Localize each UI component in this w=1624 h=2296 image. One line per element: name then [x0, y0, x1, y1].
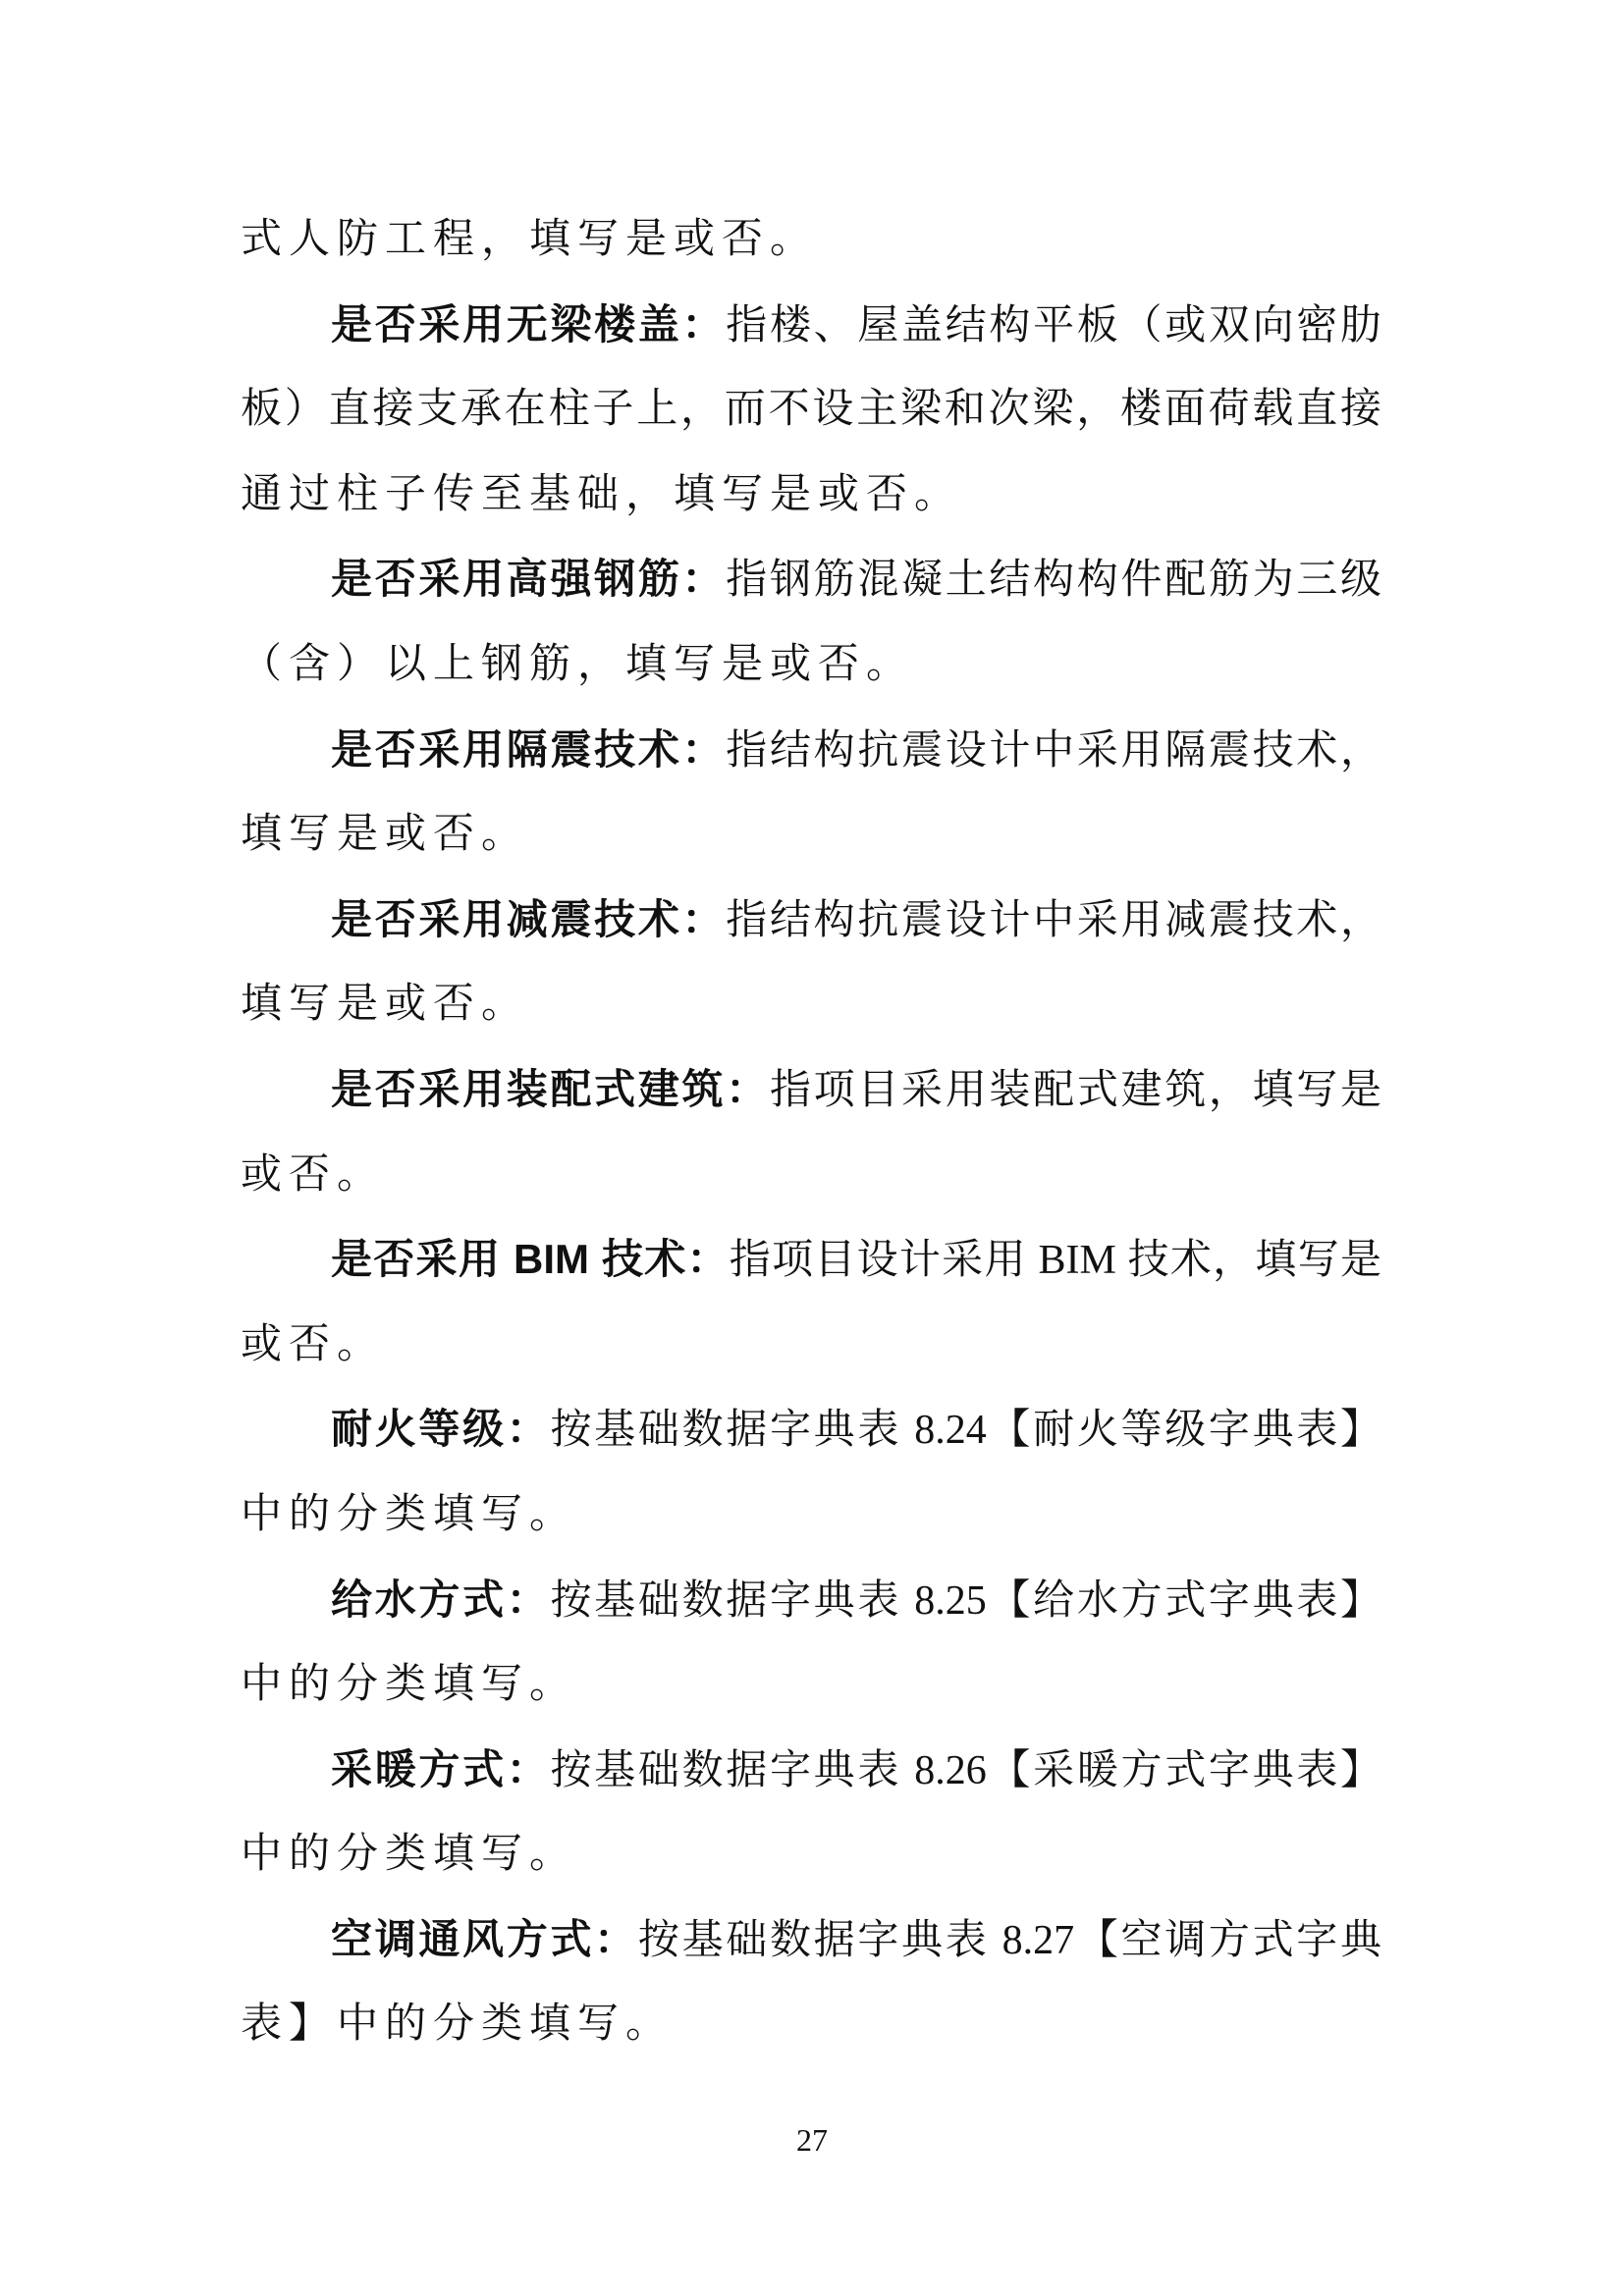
text-line: [241, 1728, 1381, 1813]
page-number: 27: [796, 2122, 828, 2158]
line-text: 中的分类填写。: [241, 1662, 578, 1708]
text-line: [241, 537, 1381, 622]
text-line: [241, 622, 1381, 708]
line-text: 中的分类填写。: [241, 1491, 578, 1537]
term-label: 是否采用 BIM 技术：: [331, 1236, 730, 1283]
term-label: 是否采用无梁楼盖：: [331, 300, 727, 347]
line-text: 或否。: [241, 1321, 386, 1367]
text-line: [241, 1133, 1381, 1218]
line-text: 按基础数据字典表 8.25【给水方式字典表】: [550, 1577, 1381, 1624]
document-text-block: [241, 197, 1381, 2067]
text-line: [241, 1387, 1381, 1472]
line-text: 表】中的分类填写。: [241, 2002, 675, 2048]
line-text: 按基础数据字典表 8.27【空调方式字典: [637, 1917, 1381, 1963]
text-line: [241, 1558, 1381, 1643]
text-line: [241, 1047, 1381, 1133]
line-text: 按基础数据字典表 8.24【耐火等级字典表】: [550, 1408, 1381, 1454]
text-line: [241, 708, 1381, 793]
term-label: 采暖方式：: [331, 1745, 551, 1792]
text-line: [241, 962, 1381, 1047]
line-text: 通过柱子传至基础，填写是或否。: [241, 471, 963, 517]
line-text: 或否。: [241, 1151, 386, 1198]
line-text: 式人防工程，填写是或否。: [241, 217, 819, 262]
term-label: 是否采用高强钢筋：: [331, 556, 727, 603]
line-text: 指结构抗震设计中采用隔震技术，: [726, 727, 1381, 774]
line-text: 填写是或否。: [241, 812, 530, 858]
text-line: [241, 1642, 1381, 1728]
text-line: [241, 1897, 1381, 1983]
line-text: 指楼、屋盖结构平板（或双向密肋: [726, 302, 1381, 348]
line-text: 按基础数据字典表 8.26【采暖方式字典表】: [550, 1747, 1381, 1793]
term-label: 是否采用减震技术：: [331, 895, 727, 942]
line-text: 板）直接支承在柱子上，而不设主梁和次梁，楼面荷载直接: [241, 387, 1381, 433]
text-line: [241, 792, 1381, 878]
term-label: 是否采用装配式建筑：: [331, 1065, 770, 1112]
term-label: 给水方式：: [331, 1575, 551, 1623]
line-text: 指结构抗震设计中采用减震技术，: [726, 897, 1381, 943]
line-text: 指项目设计采用 BIM 技术，填写是: [729, 1238, 1381, 1284]
text-line: [241, 1982, 1381, 2067]
term-label: 是否采用隔震技术：: [331, 725, 727, 773]
text-line: [241, 1472, 1381, 1558]
line-text: （含）以上钢筋，填写是或否。: [241, 641, 915, 687]
text-line: [241, 878, 1381, 963]
text-line: [241, 367, 1381, 453]
term-label: 耐火等级：: [331, 1406, 551, 1453]
text-line: [241, 1812, 1381, 1897]
text-line: [241, 453, 1381, 538]
line-text: 指钢筋混凝土结构构件配筋为三级: [726, 558, 1381, 604]
text-line: [241, 197, 1381, 283]
text-line: [241, 1303, 1381, 1388]
line-text: 指项目采用装配式建筑，填写是: [769, 1067, 1381, 1113]
term-label: 空调通风方式：: [331, 1915, 638, 1962]
text-line: [241, 283, 1381, 368]
text-line: [241, 1217, 1381, 1303]
line-text: 填写是或否。: [241, 982, 530, 1028]
line-text: 中的分类填写。: [241, 1832, 578, 1878]
